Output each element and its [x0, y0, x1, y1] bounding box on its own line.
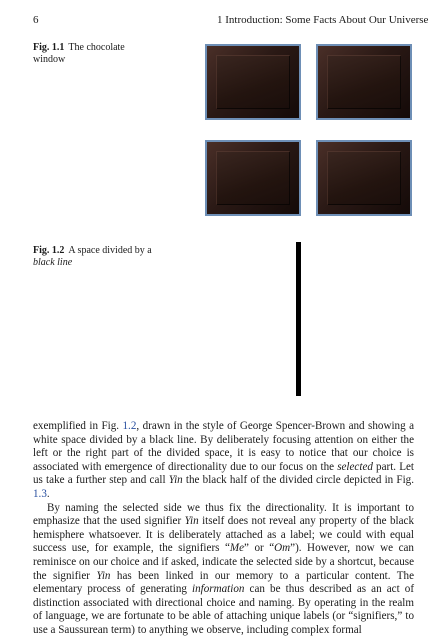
figure-ref-1-3[interactable]: 1.3 [33, 487, 47, 500]
chocolate-pane-bottom-left [205, 140, 301, 216]
chocolate-pane-bottom-right [316, 140, 412, 216]
figure-1-2-text: A space divided by a [68, 245, 152, 256]
figure-1-1-label: Fig. 1.1 [33, 42, 65, 53]
paragraph-2: By naming the selected side we thus fix the directionality. It is important to emphasize that the used signifier Yin itself does not reveal any property of the black hemisphere whatsoever. It is deliberately attached as a label; we could with equal success use, for example, the signifiers “Me” or “Om”). However, now we can reminisce on our choice and if asked, indicate the selected side by a shortcut, because the signifier Yin has been linked in our memory to a particular content. The elementary process of generating information can be thus described as an act of distinction associated with directional choice and naming. By operating in the realm of language, we are fortunate to be able of attaching unique labels (or “signifiers,” to use a Saussurean term) to anything we observe, including complex formal [33, 501, 415, 636]
chocolate-pane-top-right [316, 44, 412, 120]
figure-1-1-text: The chocolate window [33, 42, 125, 65]
dividing-black-line [296, 242, 301, 396]
chocolate-pane-top-left [205, 44, 301, 120]
page-number: 6 [33, 14, 39, 26]
figure-ref-1-2[interactable]: 1.2 [122, 420, 137, 432]
running-title: 1 Introduction: Some Facts About Our Universe [217, 14, 429, 26]
figure-1-2-text-italic: black line [33, 257, 73, 268]
figure-1-2-caption [33, 245, 163, 269]
body-text [33, 420, 414, 638]
figure-1-1-caption [33, 42, 153, 66]
figure-1-2-label: Fig. 1.2 [33, 245, 65, 256]
paragraph-1: exemplified in Fig. 1.2, drawn in the style of George Spencer-Brown and showing a white space divided by a black line. By deliberately focusing attention on either the left or the right part of the divided space, it is easy to notice that our choice is associated with emergence of directionality due to our focus on the selected part. Let us take a further step and call Yin the black half of the divided circle depicted in Fig. 1.3. [33, 420, 415, 500]
